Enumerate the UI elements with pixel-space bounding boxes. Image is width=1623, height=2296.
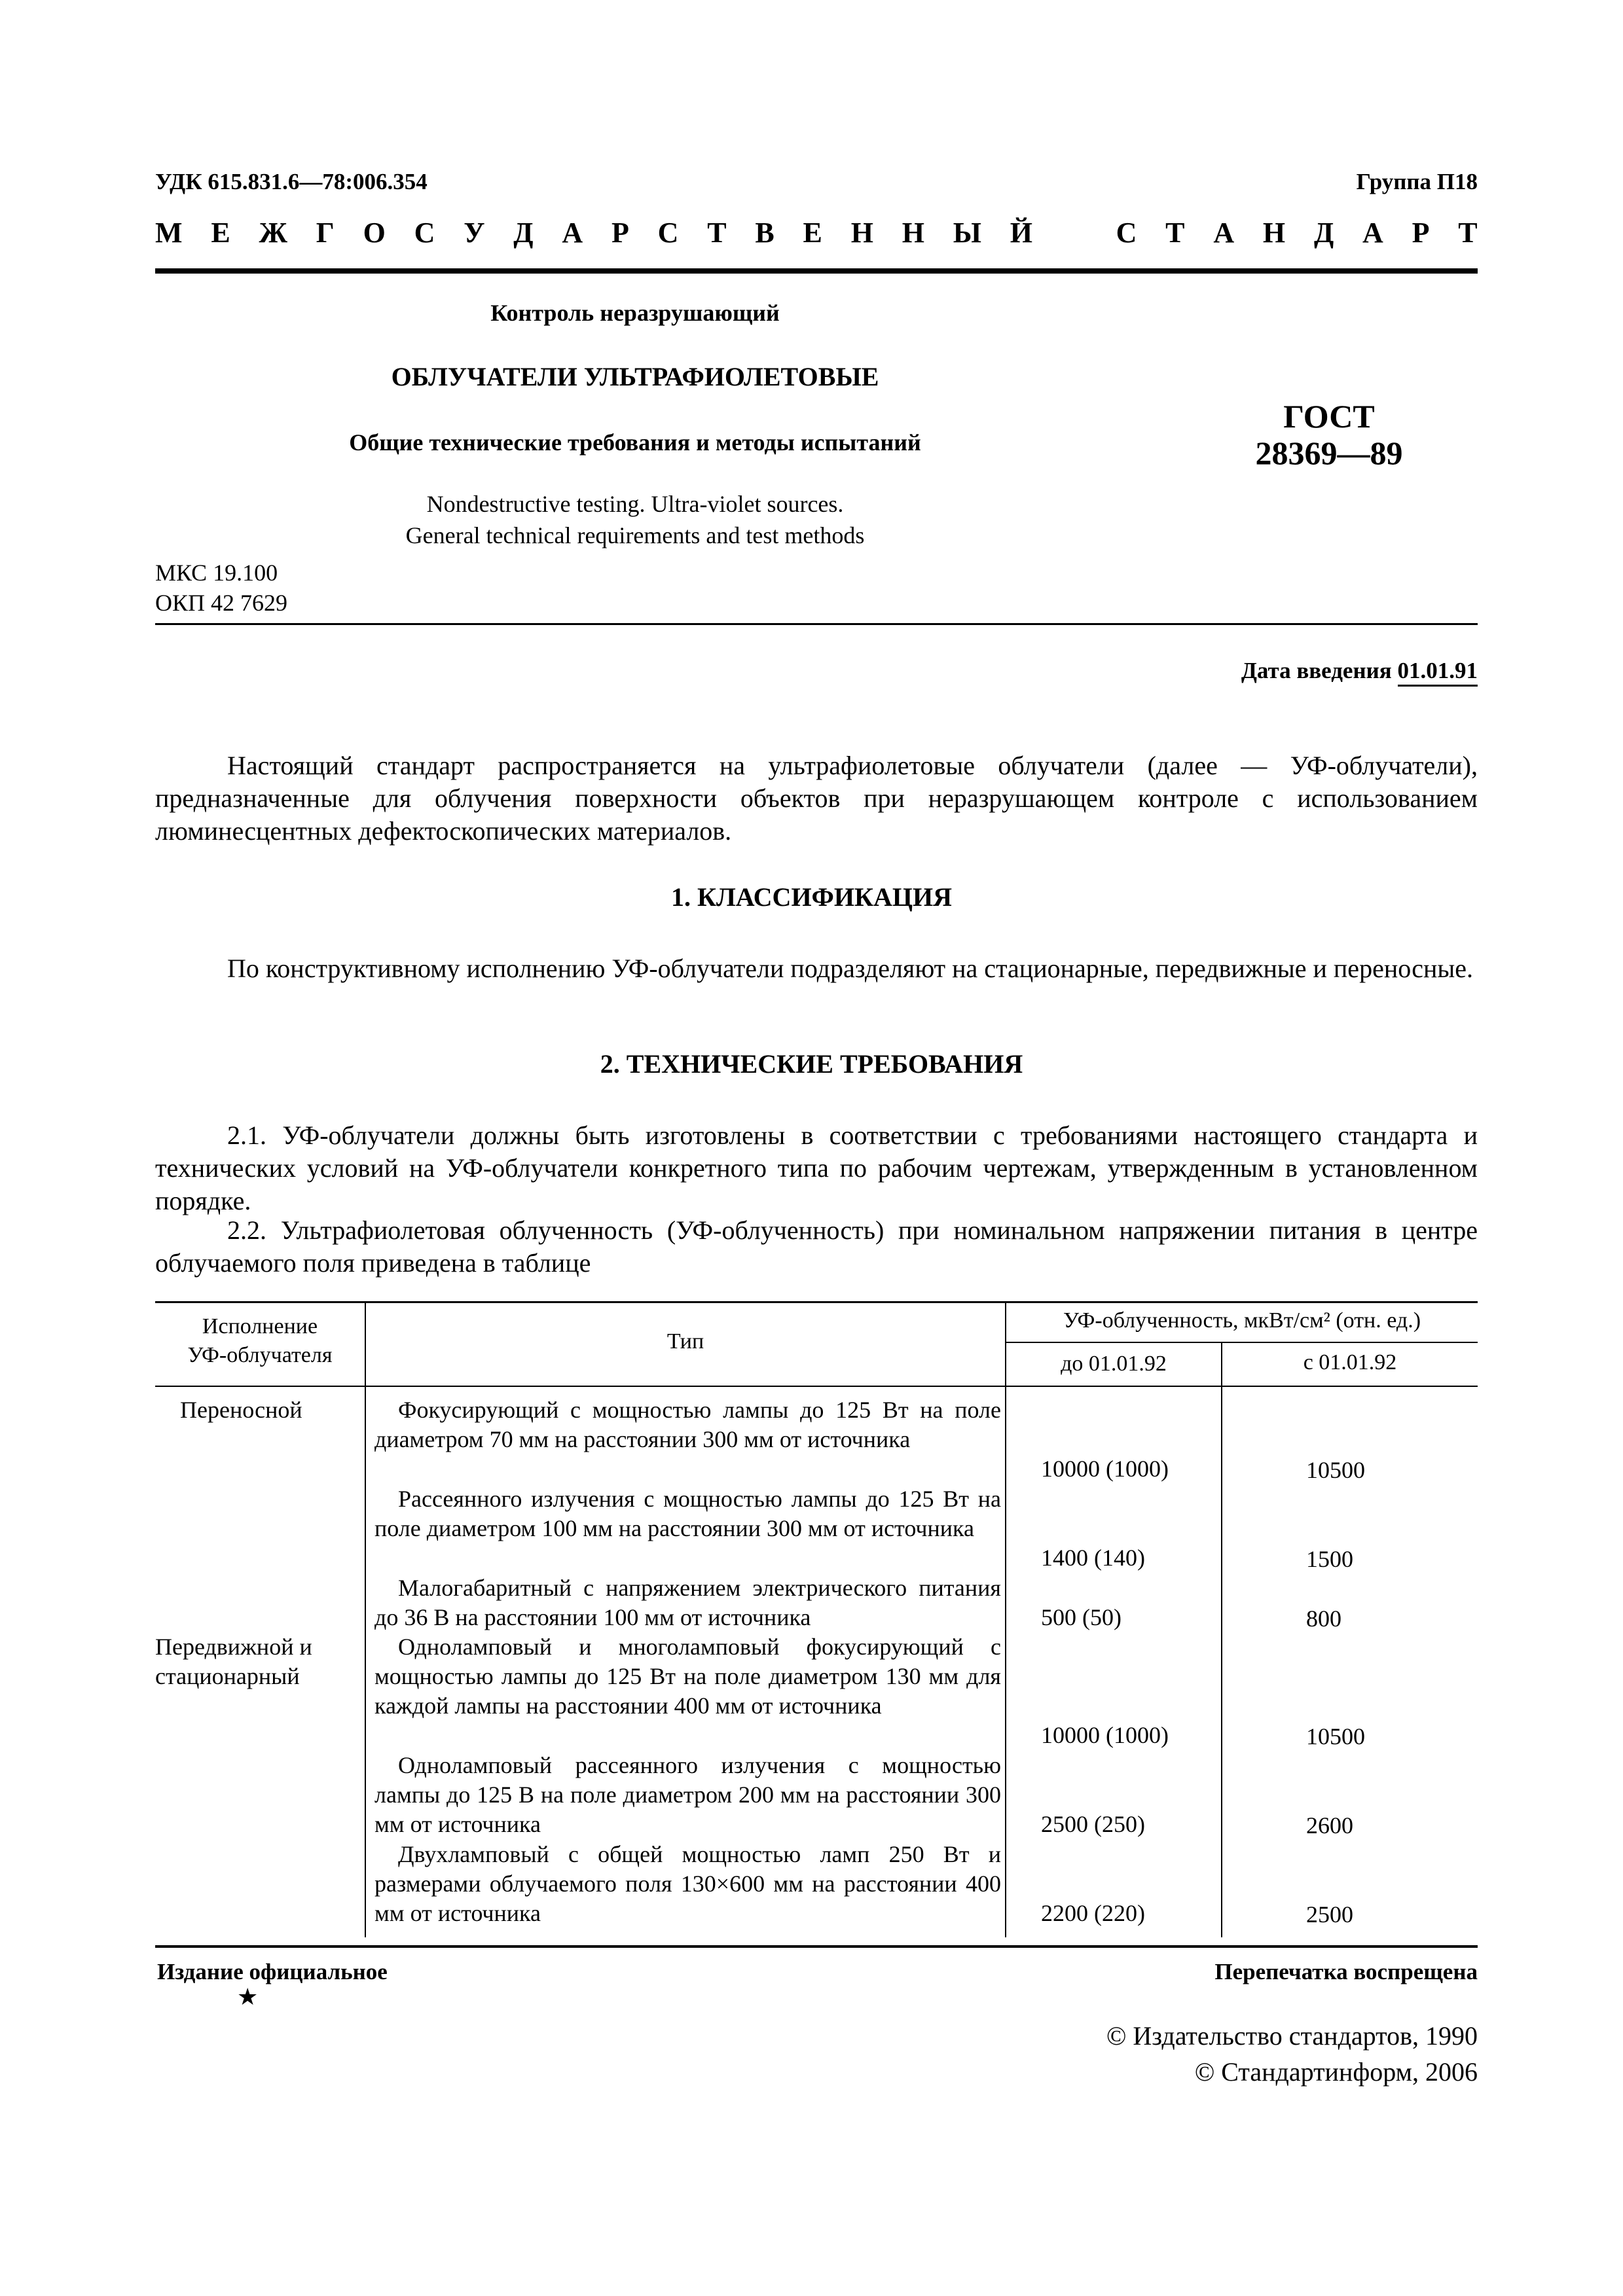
paragraph-2-1 — [155, 1119, 1478, 1217]
row-before: 500 (50) — [1041, 1604, 1122, 1630]
standard-type-letter: Й — [1010, 217, 1032, 249]
standard-type-gap — [1061, 216, 1087, 249]
standard-type-letter: Е — [803, 217, 822, 249]
table-top-rule — [155, 1301, 1478, 1303]
standard-type-letter: Г — [316, 217, 335, 249]
group-portable: Переносной — [180, 1397, 302, 1423]
header-before-date: до 01.01.92 — [1061, 1352, 1167, 1376]
row-type: Одноламповый рассеянного излучения с мощностью лампы до 125 В на поле диаметром 200 мм на расстоянии 300 мм от источника — [374, 1752, 1001, 1837]
gost-label: ГОСТ — [1283, 398, 1375, 435]
table-header-divider — [1005, 1342, 1478, 1343]
standard-type-letter: Р — [1412, 217, 1430, 249]
okp-code: ОКП 42 7629 — [155, 590, 288, 616]
standard-type-letter: С — [414, 217, 435, 249]
standard-type-letter: А — [562, 217, 583, 249]
document-subtitle: Общие технические требования и методы испытаний — [349, 429, 921, 456]
row-before: 10000 (1000) — [1041, 1722, 1169, 1748]
control-heading: Контроль неразрушающий — [490, 300, 780, 326]
introduction-date-label: Дата введения — [1241, 658, 1392, 683]
standard-type-letter: Н — [850, 217, 873, 249]
standard-type-letter: Р — [611, 217, 629, 249]
english-title-line1: Nondestructive testing. Ultra-violet sources. — [426, 491, 844, 517]
row-after: 10500 — [1306, 1457, 1365, 1483]
header-rule-thick — [155, 268, 1478, 274]
row-after: 2500 — [1306, 1901, 1353, 1928]
udk-code: УДК 615.831.6—78:006.354 — [155, 169, 428, 194]
standard-type-letter: В — [755, 217, 775, 249]
standard-type-letter: М — [155, 217, 183, 249]
standard-type-letter: Т — [1165, 217, 1185, 249]
standard-type-letter: Т — [707, 217, 727, 249]
table-vline-3 — [1221, 1342, 1222, 1937]
standard-type-heading — [155, 216, 1478, 249]
table-row — [374, 1573, 1001, 1632]
table-row — [374, 1395, 1001, 1454]
intro-paragraph — [155, 749, 1478, 848]
section-1-paragraph — [155, 952, 1478, 985]
table-vline-2 — [1005, 1301, 1006, 1937]
reprint-notice: Перепечатка воспрещена — [1214, 1959, 1478, 1984]
group-code: Группа П18 — [1356, 169, 1478, 194]
header-execution-line2: УФ-облучателя — [187, 1343, 333, 1367]
standard-type-letter: О — [363, 217, 386, 249]
paragraph-2-2-text: 2.2. Ультрафиолетовая облученность (УФ-облученность) при номинальном напряжении питания в центре облучаемого поля приведена в таблице — [155, 1215, 1478, 1278]
document-title: ОБЛУЧАТЕЛИ УЛЬТРАФИОЛЕТОВЫЕ — [391, 362, 879, 391]
row-type: Малогабаритный с напряжением электрического питания до 36 В на расстоянии 100 мм от источника — [374, 1575, 1001, 1630]
group-mobile-stationary: Передвижной и стационарный — [155, 1634, 312, 1689]
copyright-line1: © Издательство стандартов, 1990 — [1106, 2021, 1478, 2051]
row-type: Рассеянного излучения с мощностью лампы до 125 Вт на поле диаметром 100 мм на расстоянии 300 мм от источника — [374, 1486, 1001, 1541]
row-after: 800 — [1306, 1605, 1341, 1632]
section-1-text: По конструктивному исполнению УФ-облучатели подразделяют на стационарные, передвижные и переносные. — [227, 954, 1474, 983]
standard-type-letter: Е — [211, 217, 230, 249]
standard-type-letter: У — [464, 217, 485, 249]
row-before: 1400 (140) — [1041, 1545, 1145, 1571]
header-type: Тип — [666, 1329, 704, 1354]
introduction-date-value: 01.01.91 — [1398, 658, 1478, 687]
classification-codes — [155, 558, 287, 618]
row-type: Двухламповый с общей мощностью ламп 250 Вт и размерами облучаемого поля 130×600 мм на расстоянии 400 мм от источника — [374, 1841, 1001, 1926]
introduction-date — [1241, 658, 1478, 684]
table-row — [374, 1840, 1001, 1928]
row-before: 2200 (220) — [1041, 1900, 1145, 1926]
paragraph-2-2 — [155, 1214, 1478, 1280]
section-1-heading: 1. КЛАССИФИКАЦИЯ — [670, 882, 953, 912]
header-after-date: с 01.01.92 — [1303, 1350, 1397, 1374]
copyright-line2: © Стандартинформ, 2006 — [1194, 2057, 1478, 2087]
table-row — [374, 1632, 1001, 1721]
table-bottom-rule — [155, 1945, 1478, 1948]
intro-text: Настоящий стандарт распространяется на ультрафиолетовые облучатели (далее — УФ-облучатели), предназначенные для облучения поверхности объектов при неразрушающем контроле с использованием люминесцентных дефектоскопических материалов. — [155, 751, 1478, 846]
header-execution-line1: Исполнение — [202, 1314, 318, 1338]
english-title — [0, 488, 1270, 551]
gost-number: 28369—89 — [1255, 435, 1403, 471]
row-before: 2500 (250) — [1041, 1811, 1145, 1837]
standard-type-letter: Т — [1458, 217, 1478, 249]
paragraph-2-1-text: 2.1. УФ-облучатели должны быть изготовлены в соответствии с требованиями настоящего стандарта и технических условий на УФ-облучатели конкретного типа по рабочим чертежам, утвержденным в установленном порядке. — [155, 1121, 1478, 1215]
standard-type-letter: Ы — [953, 217, 981, 249]
table-header-bottom-rule — [155, 1386, 1478, 1387]
mks-code: МКС 19.100 — [155, 560, 278, 586]
english-title-line2: General technical requirements and test methods — [405, 522, 865, 548]
table-vline-1 — [365, 1301, 366, 1937]
row-before: 10000 (1000) — [1041, 1456, 1169, 1482]
standard-type-letter: Ж — [259, 217, 287, 249]
standard-type-letter: С — [1116, 217, 1137, 249]
table-row — [374, 1751, 1001, 1839]
title-rule — [155, 623, 1478, 625]
official-edition-note: Издание официальное — [157, 1959, 388, 1984]
standard-type-letter: Д — [1313, 217, 1334, 249]
row-type: Одноламповый и многоламповый фокусирующий с мощностью лампы до 125 Вт на поле диаметром 130 мм для каждой лампы на расстоянии 400 мм от источника — [374, 1634, 1001, 1719]
standard-type-letter: Н — [1262, 217, 1286, 249]
row-after: 1500 — [1306, 1546, 1353, 1572]
header-execution — [155, 1312, 365, 1370]
copyright-block — [1106, 2018, 1478, 2090]
standard-type-letter: А — [1213, 217, 1235, 249]
star-icon: ★ — [237, 1984, 259, 2010]
section-2-heading: 2. ТЕХНИЧЕСКИЕ ТРЕБОВАНИЯ — [600, 1049, 1023, 1079]
standard-type-letter: Н — [902, 217, 924, 249]
row-after: 10500 — [1306, 1723, 1365, 1749]
row-after: 2600 — [1306, 1812, 1353, 1839]
standard-type-letter: С — [657, 217, 679, 249]
table-row — [374, 1484, 1001, 1543]
standard-type-letter: А — [1362, 217, 1383, 249]
standard-type-letter: Д — [513, 217, 534, 249]
row-type: Фокусирующий с мощностью лампы до 125 Вт на поле диаметром 70 мм на расстоянии 300 мм от источника — [374, 1397, 1001, 1452]
header-irradiance: УФ-облученность, мкВт/см² (отн. ед.) — [1063, 1308, 1421, 1333]
